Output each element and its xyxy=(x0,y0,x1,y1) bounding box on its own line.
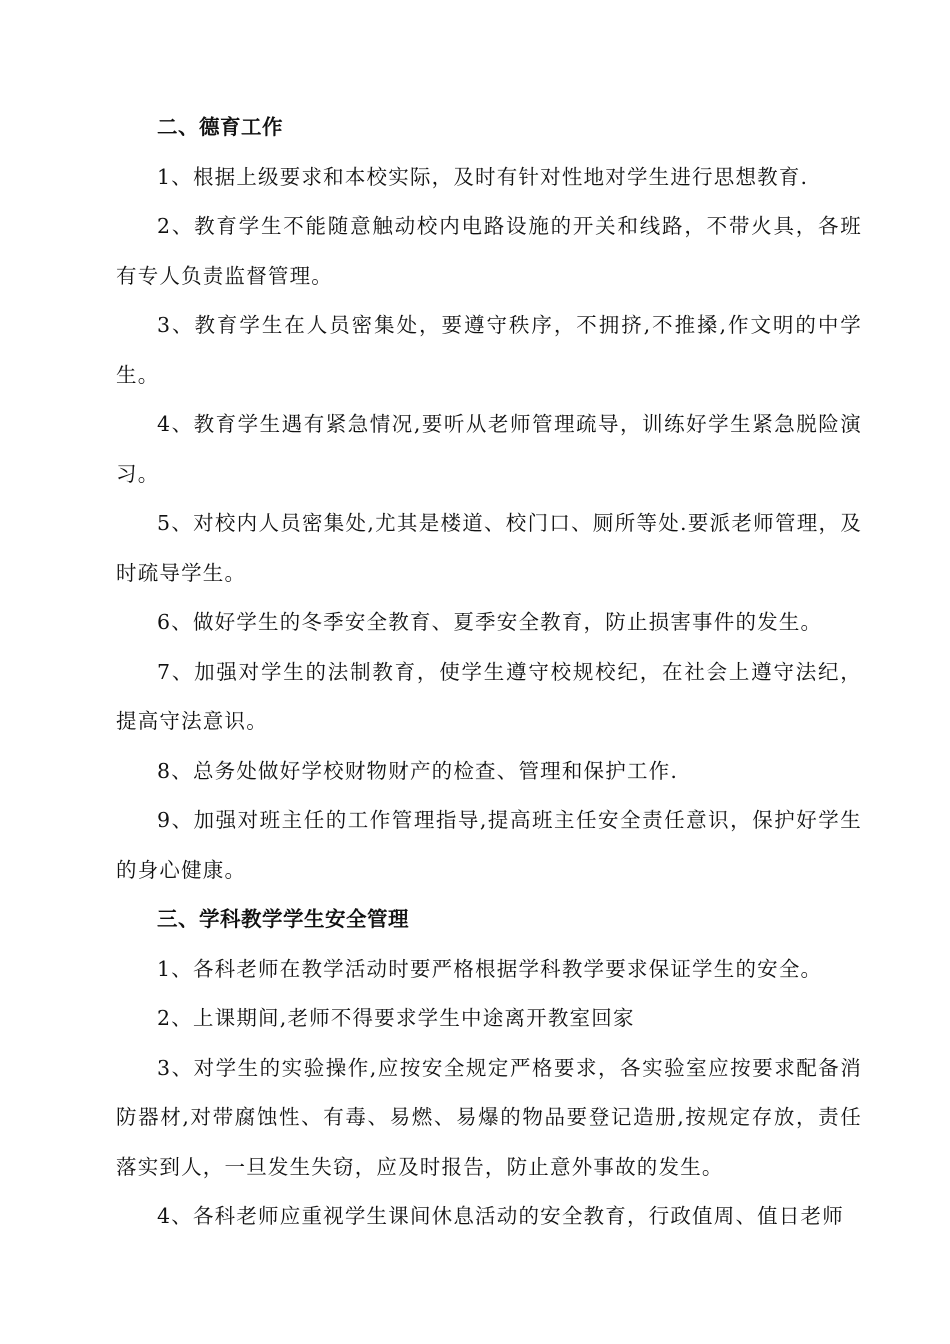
paragraph: 9、加强对班主任的工作管理指导,提高班主任安全责任意识，保护好学生的身心健康。 xyxy=(116,808,862,882)
paragraph: 1、根据上级要求和本校实际，及时有针对性地对学生进行思想教育. xyxy=(157,164,809,189)
document-body xyxy=(116,103,862,1242)
section-heading-moral-education: 二、德育工作 xyxy=(157,115,283,139)
paragraph: 6、做好学生的冬季安全教育、夏季安全教育，防止损害事件的发生。 xyxy=(157,610,823,634)
section-heading-subject-teaching-safety: 三、学科教学学生安全管理 xyxy=(157,907,409,931)
paragraph: 3、对学生的实验操作,应按安全规定严格要求，各实验室应按要求配备消防器材,对带腐蚀性、有毒、易燃、易爆的物品要登记造册,按规定存放，责任落实到人，一旦发生失窃，应及时报告，防止意外事故的发生。 xyxy=(116,1055,862,1179)
paragraph: 5、对校内人员密集处,尤其是楼道、校门口、厕所等处.要派老师管理，及时疏导学生。 xyxy=(116,511,862,585)
paragraph: 2、上课期间,老师不得要求学生中途离开教室回家 xyxy=(157,1006,635,1030)
paragraph: 4、教育学生遇有紧急情况,要听从老师管理疏导，训练好学生紧急脱险演习。 xyxy=(116,412,862,486)
paragraph: 8、总务处做好学校财物财产的检查、管理和保护工作. xyxy=(157,758,679,783)
paragraph: 1、各科老师在教学活动时要严格根据学科教学要求保证学生的安全。 xyxy=(157,956,823,981)
paragraph: 2、教育学生不能随意触动校内电路设施的开关和线路，不带火具，各班有专人负责监督管理。 xyxy=(116,214,862,288)
paragraph: 3、教育学生在人员密集处，要遵守秩序，不拥挤,不推搡,作文明的中学生。 xyxy=(116,313,862,387)
paragraph: 7、加强对学生的法制教育，使学生遵守校规校纪，在社会上遵守法纪，提高守法意识。 xyxy=(116,659,862,733)
paragraph: 4、各科老师应重视学生课间休息活动的安全教育，行政值周、值日老师 xyxy=(157,1204,844,1228)
